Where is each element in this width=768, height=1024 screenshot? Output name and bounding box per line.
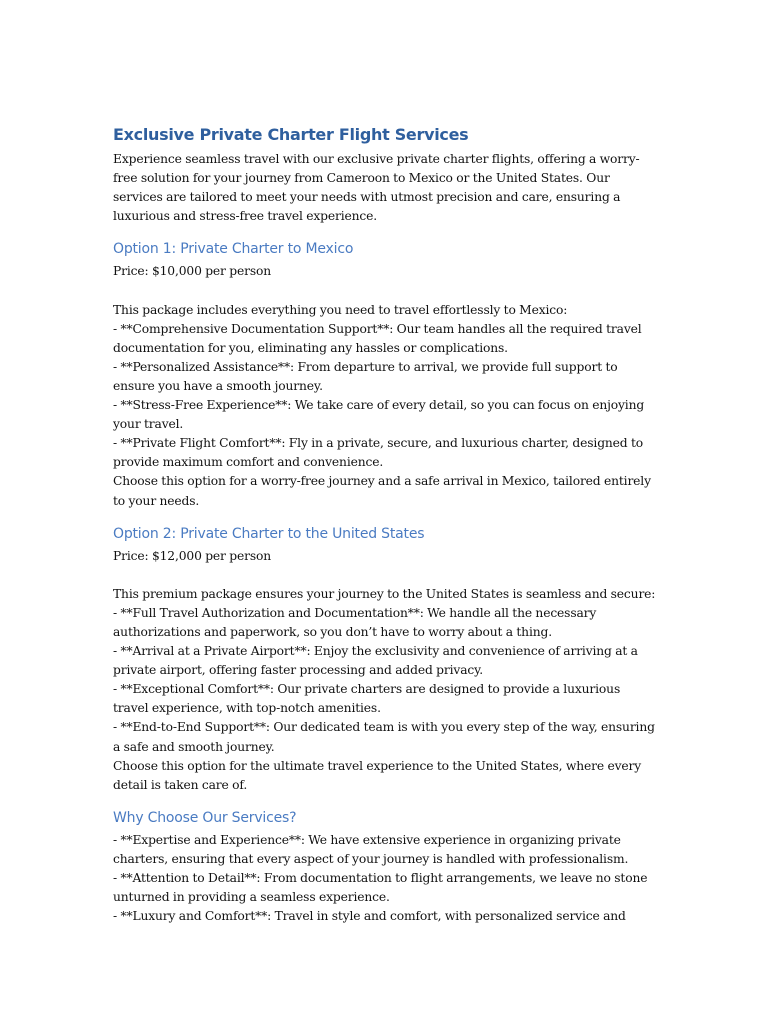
option2-item: - **Arrival at a Private Airport**: Enjoy the exclusivity and convenience of arriving at a private airport, offering faster processing and added privacy.: [113, 644, 638, 678]
document-page: [113, 124, 658, 926]
why-heading: Why Choose Our Services?: [113, 809, 297, 826]
option1-price: Price: $10,000 per person: [113, 264, 272, 279]
option1-lead: This package includes everything you need to travel effortlessly to Mexico:: [113, 302, 568, 317]
option2-closing: Choose this option for the ultimate travel experience to the United States, where every detail is taken care of.: [113, 758, 642, 792]
document-title: Exclusive Private Charter Flight Services: [113, 125, 469, 144]
option1-item: - **Personalized Assistance**: From departure to arrival, we provide full support to ensure you have a smooth journey.: [113, 359, 618, 393]
option2-price: Price: $12,000 per person: [113, 548, 272, 563]
option1-item: - **Private Flight Comfort**: Fly in a private, secure, and luxurious charter, designed to provide maximum comfort and convenience.: [113, 436, 644, 470]
option2-item: - **Exceptional Comfort**: Our private charters are designed to provide a luxurious travel experience, with top-notch amenities.: [113, 682, 621, 716]
why-item: - **Expertise and Experience**: We have extensive experience in organizing private charters, ensuring that every aspect of your journey is handled with professionalism.: [113, 832, 629, 866]
option2-heading: Option 2: Private Charter to the United States: [113, 525, 425, 542]
option2-item: - **End-to-End Support**: Our dedicated team is with you every step of the way, ensuring a safe and smooth journey.: [113, 720, 655, 754]
option1-closing: Choose this option for a worry-free journey and a safe arrival in Mexico, tailored entirely to your needs.: [113, 474, 651, 508]
option1-item: - **Comprehensive Documentation Support**: Our team handles all the required travel documentation for you, eliminating any hassles or complications.: [113, 321, 642, 355]
option1-heading: Option 1: Private Charter to Mexico: [113, 241, 354, 258]
intro-paragraph: Experience seamless travel with our exclusive private charter flights, offering a worry-free solution for your journey from Cameroon to Mexico or the United States. Our services are tailored to meet your needs with utmost precision and care, ensuring a luxurious and stress-free travel experience.: [113, 152, 640, 224]
option2-item: - **Full Travel Authorization and Documentation**: We handle all the necessary authorizations and paperwork, so you don’t have to worry about a thing.: [113, 605, 597, 639]
why-item: - **Attention to Detail**: From documentation to flight arrangements, we leave no stone unturned in providing a seamless experience.: [113, 871, 648, 905]
option2-lead: This premium package ensures your journey to the United States is seamless and secure:: [113, 586, 656, 601]
option1-item: - **Stress-Free Experience**: We take care of every detail, so you can focus on enjoying your travel.: [113, 398, 645, 432]
why-item: - **Luxury and Comfort**: Travel in style and comfort, with personalized service and: [113, 909, 626, 924]
